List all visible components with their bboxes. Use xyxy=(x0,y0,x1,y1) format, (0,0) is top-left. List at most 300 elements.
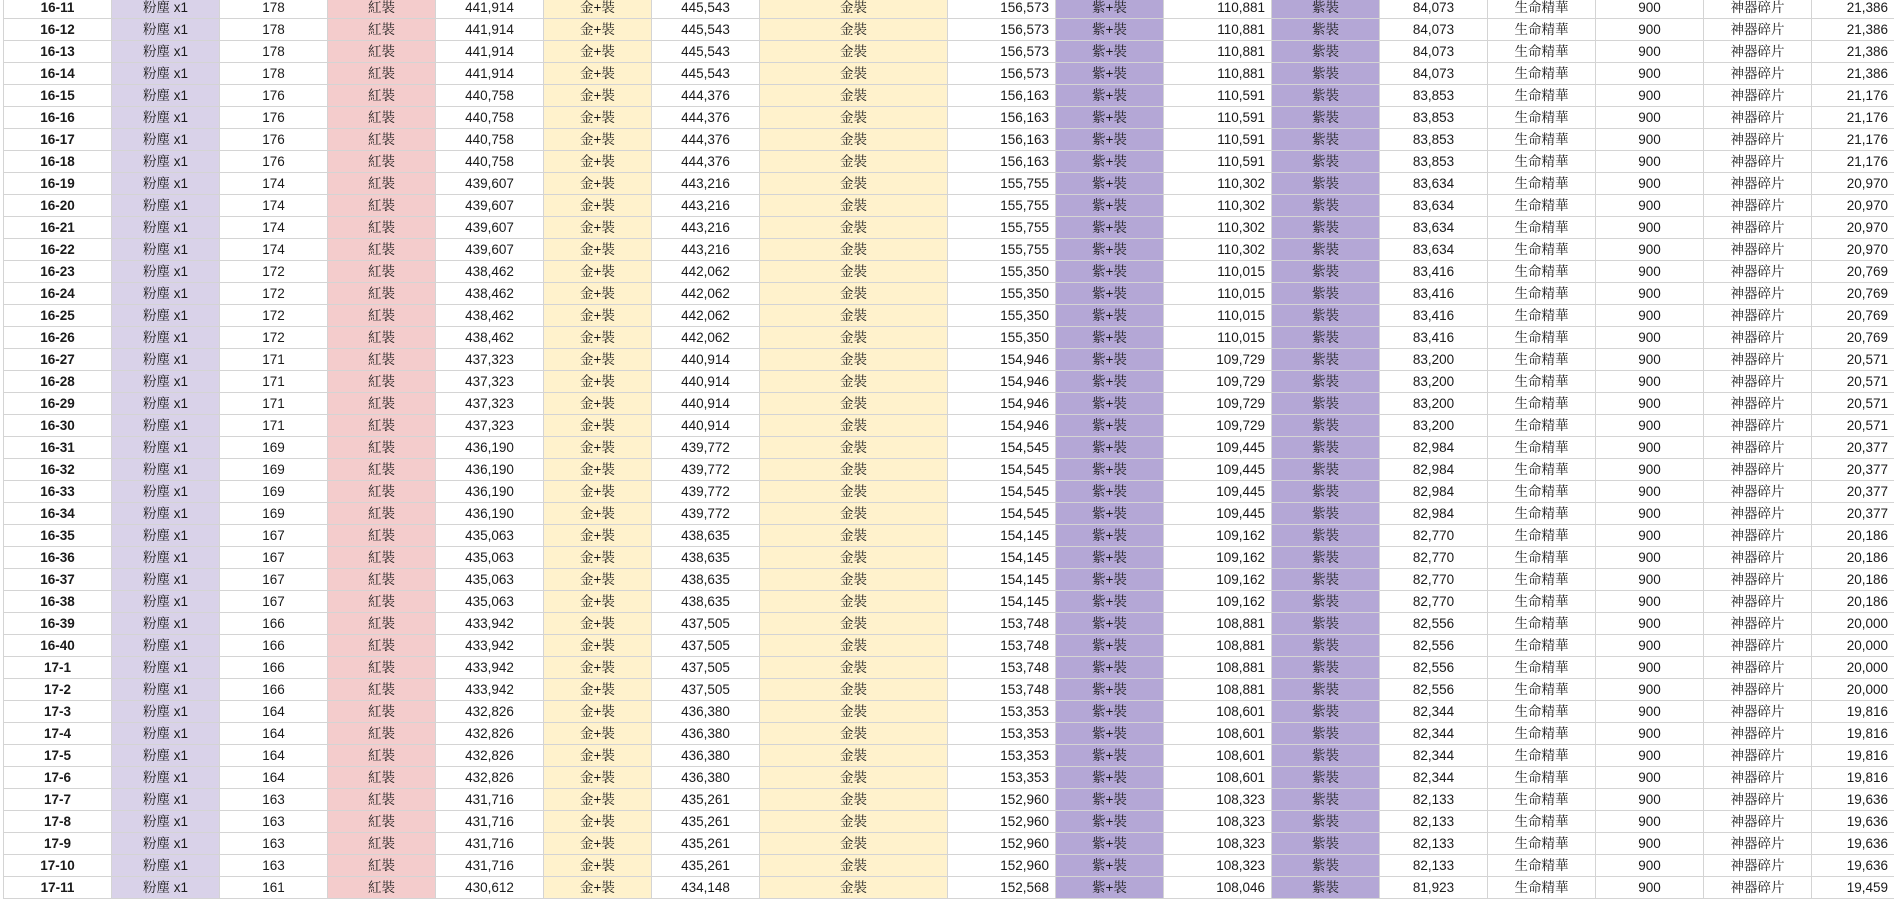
red-gear-value-cell[interactable]: 432,826 xyxy=(436,767,544,789)
dust-reward-cell[interactable]: 粉塵 x1 xyxy=(112,349,220,371)
dust-reward-cell[interactable]: 粉塵 x1 xyxy=(112,371,220,393)
red-gear-value-cell[interactable]: 438,462 xyxy=(436,327,544,349)
dust-amount-cell[interactable]: 163 xyxy=(220,789,328,811)
purple-plus-gear-label-cell[interactable]: 紫+裝 xyxy=(1056,745,1164,767)
gold-gear-value-cell[interactable]: 155,350 xyxy=(948,305,1056,327)
red-gear-value-cell[interactable]: 440,758 xyxy=(436,151,544,173)
purple-plus-gear-label-cell[interactable]: 紫+裝 xyxy=(1056,415,1164,437)
red-gear-value-cell[interactable]: 431,716 xyxy=(436,833,544,855)
dust-amount-cell[interactable]: 167 xyxy=(220,525,328,547)
artifact-shard-value-cell[interactable]: 19,816 xyxy=(1812,767,1894,789)
gold-plus-gear-label-cell[interactable]: 金+裝 xyxy=(544,767,652,789)
purple-gear-value-cell[interactable]: 82,133 xyxy=(1380,855,1488,877)
artifact-shard-label-cell[interactable]: 神器碎片 xyxy=(1704,173,1812,195)
gold-gear-label-cell[interactable]: 金裝 xyxy=(760,415,948,437)
gold-plus-gear-label-cell[interactable]: 金+裝 xyxy=(544,811,652,833)
life-essence-label-cell[interactable]: 生命精華 xyxy=(1488,305,1596,327)
purple-plus-gear-label-cell[interactable]: 紫+裝 xyxy=(1056,173,1164,195)
red-gear-label-cell[interactable]: 紅裝 xyxy=(328,525,436,547)
purple-plus-gear-label-cell[interactable]: 紫+裝 xyxy=(1056,261,1164,283)
purple-plus-gear-value-cell[interactable]: 109,445 xyxy=(1164,503,1272,525)
dust-reward-cell[interactable]: 粉塵 x1 xyxy=(112,327,220,349)
artifact-shard-label-cell[interactable]: 神器碎片 xyxy=(1704,129,1812,151)
red-gear-label-cell[interactable]: 紅裝 xyxy=(328,283,436,305)
life-essence-value-cell[interactable]: 900 xyxy=(1596,657,1704,679)
life-essence-label-cell[interactable]: 生命精華 xyxy=(1488,371,1596,393)
gold-gear-label-cell[interactable]: 金裝 xyxy=(760,833,948,855)
life-essence-label-cell[interactable]: 生命精華 xyxy=(1488,239,1596,261)
gold-gear-value-cell[interactable]: 154,145 xyxy=(948,547,1056,569)
red-gear-label-cell[interactable]: 紅裝 xyxy=(328,217,436,239)
gold-plus-gear-label-cell[interactable]: 金+裝 xyxy=(544,85,652,107)
purple-plus-gear-label-cell[interactable]: 紫+裝 xyxy=(1056,547,1164,569)
gold-plus-gear-value-cell[interactable]: 442,062 xyxy=(652,283,760,305)
purple-plus-gear-value-cell[interactable]: 110,015 xyxy=(1164,305,1272,327)
artifact-shard-value-cell[interactable]: 19,636 xyxy=(1812,789,1894,811)
red-gear-label-cell[interactable]: 紅裝 xyxy=(328,459,436,481)
dust-amount-cell[interactable]: 171 xyxy=(220,349,328,371)
purple-gear-label-cell[interactable]: 紫裝 xyxy=(1272,151,1380,173)
dust-amount-cell[interactable]: 167 xyxy=(220,547,328,569)
purple-gear-label-cell[interactable]: 紫裝 xyxy=(1272,591,1380,613)
purple-gear-label-cell[interactable]: 紫裝 xyxy=(1272,503,1380,525)
purple-plus-gear-value-cell[interactable]: 108,046 xyxy=(1164,877,1272,899)
life-essence-value-cell[interactable]: 900 xyxy=(1596,877,1704,899)
purple-plus-gear-label-cell[interactable]: 紫+裝 xyxy=(1056,657,1164,679)
red-gear-label-cell[interactable]: 紅裝 xyxy=(328,657,436,679)
gold-gear-label-cell[interactable]: 金裝 xyxy=(760,547,948,569)
gold-gear-value-cell[interactable]: 156,163 xyxy=(948,129,1056,151)
gold-gear-value-cell[interactable]: 154,946 xyxy=(948,349,1056,371)
artifact-shard-value-cell[interactable]: 21,386 xyxy=(1812,41,1894,63)
purple-gear-value-cell[interactable]: 83,634 xyxy=(1380,173,1488,195)
red-gear-label-cell[interactable]: 紅裝 xyxy=(328,635,436,657)
gold-plus-gear-value-cell[interactable]: 435,261 xyxy=(652,833,760,855)
purple-gear-value-cell[interactable]: 83,634 xyxy=(1380,239,1488,261)
gold-plus-gear-label-cell[interactable]: 金+裝 xyxy=(544,283,652,305)
purple-gear-label-cell[interactable]: 紫裝 xyxy=(1272,525,1380,547)
gold-gear-label-cell[interactable]: 金裝 xyxy=(760,261,948,283)
artifact-shard-value-cell[interactable]: 20,769 xyxy=(1812,305,1894,327)
red-gear-value-cell[interactable]: 437,323 xyxy=(436,393,544,415)
gold-gear-value-cell[interactable]: 152,960 xyxy=(948,833,1056,855)
gold-plus-gear-label-cell[interactable]: 金+裝 xyxy=(544,261,652,283)
life-essence-label-cell[interactable]: 生命精華 xyxy=(1488,217,1596,239)
life-essence-value-cell[interactable]: 900 xyxy=(1596,459,1704,481)
dust-reward-cell[interactable]: 粉塵 x1 xyxy=(112,547,220,569)
red-gear-label-cell[interactable]: 紅裝 xyxy=(328,613,436,635)
gold-plus-gear-label-cell[interactable]: 金+裝 xyxy=(544,327,652,349)
gold-gear-value-cell[interactable]: 152,960 xyxy=(948,789,1056,811)
artifact-shard-value-cell[interactable]: 20,571 xyxy=(1812,415,1894,437)
red-gear-label-cell[interactable]: 紅裝 xyxy=(328,503,436,525)
purple-gear-label-cell[interactable]: 紫裝 xyxy=(1272,349,1380,371)
artifact-shard-value-cell[interactable]: 20,000 xyxy=(1812,635,1894,657)
dust-reward-cell[interactable]: 粉塵 x1 xyxy=(112,0,220,19)
dust-reward-cell[interactable]: 粉塵 x1 xyxy=(112,701,220,723)
stage-id-cell[interactable]: 16-32 xyxy=(4,459,112,481)
purple-plus-gear-value-cell[interactable]: 110,881 xyxy=(1164,63,1272,85)
red-gear-label-cell[interactable]: 紅裝 xyxy=(328,63,436,85)
artifact-shard-label-cell[interactable]: 神器碎片 xyxy=(1704,371,1812,393)
life-essence-label-cell[interactable]: 生命精華 xyxy=(1488,723,1596,745)
gold-plus-gear-value-cell[interactable]: 436,380 xyxy=(652,745,760,767)
dust-reward-cell[interactable]: 粉塵 x1 xyxy=(112,415,220,437)
red-gear-value-cell[interactable]: 436,190 xyxy=(436,437,544,459)
red-gear-value-cell[interactable]: 436,190 xyxy=(436,459,544,481)
life-essence-label-cell[interactable]: 生命精華 xyxy=(1488,415,1596,437)
gold-plus-gear-label-cell[interactable]: 金+裝 xyxy=(544,855,652,877)
gold-plus-gear-value-cell[interactable]: 435,261 xyxy=(652,855,760,877)
dust-reward-cell[interactable]: 粉塵 x1 xyxy=(112,437,220,459)
dust-amount-cell[interactable]: 166 xyxy=(220,613,328,635)
life-essence-label-cell[interactable]: 生命精華 xyxy=(1488,877,1596,899)
life-essence-value-cell[interactable]: 900 xyxy=(1596,41,1704,63)
purple-gear-value-cell[interactable]: 82,984 xyxy=(1380,503,1488,525)
dust-reward-cell[interactable]: 粉塵 x1 xyxy=(112,217,220,239)
purple-plus-gear-value-cell[interactable]: 108,601 xyxy=(1164,723,1272,745)
stage-id-cell[interactable]: 16-37 xyxy=(4,569,112,591)
gold-gear-label-cell[interactable]: 金裝 xyxy=(760,723,948,745)
purple-plus-gear-value-cell[interactable]: 110,591 xyxy=(1164,85,1272,107)
dust-reward-cell[interactable]: 粉塵 x1 xyxy=(112,591,220,613)
gold-gear-label-cell[interactable]: 金裝 xyxy=(760,305,948,327)
life-essence-value-cell[interactable]: 900 xyxy=(1596,701,1704,723)
purple-gear-value-cell[interactable]: 84,073 xyxy=(1380,0,1488,19)
gold-plus-gear-value-cell[interactable]: 443,216 xyxy=(652,217,760,239)
gold-gear-label-cell[interactable]: 金裝 xyxy=(760,679,948,701)
gold-plus-gear-value-cell[interactable]: 437,505 xyxy=(652,613,760,635)
artifact-shard-label-cell[interactable]: 神器碎片 xyxy=(1704,811,1812,833)
red-gear-value-cell[interactable]: 439,607 xyxy=(436,195,544,217)
gold-gear-value-cell[interactable]: 154,145 xyxy=(948,525,1056,547)
purple-plus-gear-label-cell[interactable]: 紫+裝 xyxy=(1056,833,1164,855)
artifact-shard-label-cell[interactable]: 神器碎片 xyxy=(1704,107,1812,129)
dust-reward-cell[interactable]: 粉塵 x1 xyxy=(112,85,220,107)
artifact-shard-value-cell[interactable]: 20,769 xyxy=(1812,261,1894,283)
purple-plus-gear-value-cell[interactable]: 110,591 xyxy=(1164,151,1272,173)
life-essence-label-cell[interactable]: 生命精華 xyxy=(1488,481,1596,503)
purple-plus-gear-value-cell[interactable]: 108,601 xyxy=(1164,745,1272,767)
artifact-shard-label-cell[interactable]: 神器碎片 xyxy=(1704,195,1812,217)
gold-plus-gear-label-cell[interactable]: 金+裝 xyxy=(544,393,652,415)
gold-gear-label-cell[interactable]: 金裝 xyxy=(760,349,948,371)
red-gear-value-cell[interactable]: 441,914 xyxy=(436,19,544,41)
dust-reward-cell[interactable]: 粉塵 x1 xyxy=(112,305,220,327)
dust-reward-cell[interactable]: 粉塵 x1 xyxy=(112,811,220,833)
gold-plus-gear-label-cell[interactable]: 金+裝 xyxy=(544,481,652,503)
gold-plus-gear-value-cell[interactable]: 444,376 xyxy=(652,129,760,151)
artifact-shard-label-cell[interactable]: 神器碎片 xyxy=(1704,305,1812,327)
purple-gear-value-cell[interactable]: 82,133 xyxy=(1380,789,1488,811)
gold-gear-value-cell[interactable]: 156,573 xyxy=(948,41,1056,63)
gold-gear-value-cell[interactable]: 152,960 xyxy=(948,811,1056,833)
artifact-shard-label-cell[interactable]: 神器碎片 xyxy=(1704,19,1812,41)
purple-gear-label-cell[interactable]: 紫裝 xyxy=(1272,877,1380,899)
dust-amount-cell[interactable]: 164 xyxy=(220,767,328,789)
red-gear-label-cell[interactable]: 紅裝 xyxy=(328,107,436,129)
purple-plus-gear-label-cell[interactable]: 紫+裝 xyxy=(1056,701,1164,723)
dust-reward-cell[interactable]: 粉塵 x1 xyxy=(112,679,220,701)
gold-gear-label-cell[interactable]: 金裝 xyxy=(760,701,948,723)
gold-gear-value-cell[interactable]: 154,545 xyxy=(948,481,1056,503)
artifact-shard-value-cell[interactable]: 20,377 xyxy=(1812,503,1894,525)
purple-gear-label-cell[interactable]: 紫裝 xyxy=(1272,305,1380,327)
gold-gear-label-cell[interactable]: 金裝 xyxy=(760,173,948,195)
stage-id-cell[interactable]: 16-26 xyxy=(4,327,112,349)
purple-plus-gear-label-cell[interactable]: 紫+裝 xyxy=(1056,525,1164,547)
red-gear-value-cell[interactable]: 435,063 xyxy=(436,547,544,569)
gold-plus-gear-value-cell[interactable]: 445,543 xyxy=(652,41,760,63)
gold-gear-label-cell[interactable]: 金裝 xyxy=(760,217,948,239)
red-gear-value-cell[interactable]: 432,826 xyxy=(436,745,544,767)
gold-plus-gear-value-cell[interactable]: 443,216 xyxy=(652,195,760,217)
purple-gear-value-cell[interactable]: 83,416 xyxy=(1380,305,1488,327)
artifact-shard-value-cell[interactable]: 20,970 xyxy=(1812,195,1894,217)
life-essence-value-cell[interactable]: 900 xyxy=(1596,789,1704,811)
purple-plus-gear-value-cell[interactable]: 109,162 xyxy=(1164,591,1272,613)
artifact-shard-label-cell[interactable]: 神器碎片 xyxy=(1704,239,1812,261)
red-gear-value-cell[interactable]: 431,716 xyxy=(436,789,544,811)
red-gear-label-cell[interactable]: 紅裝 xyxy=(328,19,436,41)
gold-gear-label-cell[interactable]: 金裝 xyxy=(760,41,948,63)
gold-plus-gear-label-cell[interactable]: 金+裝 xyxy=(544,745,652,767)
purple-gear-label-cell[interactable]: 紫裝 xyxy=(1272,129,1380,151)
gold-plus-gear-label-cell[interactable]: 金+裝 xyxy=(544,525,652,547)
stage-id-cell[interactable]: 17-6 xyxy=(4,767,112,789)
purple-gear-value-cell[interactable]: 82,984 xyxy=(1380,459,1488,481)
dust-amount-cell[interactable]: 174 xyxy=(220,173,328,195)
red-gear-label-cell[interactable]: 紅裝 xyxy=(328,679,436,701)
purple-plus-gear-value-cell[interactable]: 109,729 xyxy=(1164,393,1272,415)
dust-reward-cell[interactable]: 粉塵 x1 xyxy=(112,481,220,503)
stage-id-cell[interactable]: 17-2 xyxy=(4,679,112,701)
gold-plus-gear-value-cell[interactable]: 439,772 xyxy=(652,459,760,481)
stage-id-cell[interactable]: 16-23 xyxy=(4,261,112,283)
dust-reward-cell[interactable]: 粉塵 x1 xyxy=(112,503,220,525)
life-essence-value-cell[interactable]: 900 xyxy=(1596,503,1704,525)
purple-gear-value-cell[interactable]: 82,984 xyxy=(1380,437,1488,459)
artifact-shard-label-cell[interactable]: 神器碎片 xyxy=(1704,745,1812,767)
gold-gear-label-cell[interactable]: 金裝 xyxy=(760,19,948,41)
gold-gear-value-cell[interactable]: 154,946 xyxy=(948,393,1056,415)
stage-id-cell[interactable]: 16-39 xyxy=(4,613,112,635)
dust-reward-cell[interactable]: 粉塵 x1 xyxy=(112,723,220,745)
purple-plus-gear-label-cell[interactable]: 紫+裝 xyxy=(1056,129,1164,151)
purple-gear-value-cell[interactable]: 82,556 xyxy=(1380,613,1488,635)
life-essence-label-cell[interactable]: 生命精華 xyxy=(1488,437,1596,459)
gold-plus-gear-value-cell[interactable]: 443,216 xyxy=(652,239,760,261)
dust-amount-cell[interactable]: 172 xyxy=(220,261,328,283)
artifact-shard-label-cell[interactable]: 神器碎片 xyxy=(1704,481,1812,503)
purple-plus-gear-value-cell[interactable]: 109,445 xyxy=(1164,481,1272,503)
artifact-shard-label-cell[interactable]: 神器碎片 xyxy=(1704,613,1812,635)
life-essence-value-cell[interactable]: 900 xyxy=(1596,217,1704,239)
purple-plus-gear-label-cell[interactable]: 紫+裝 xyxy=(1056,283,1164,305)
life-essence-label-cell[interactable]: 生命精華 xyxy=(1488,767,1596,789)
dust-reward-cell[interactable]: 粉塵 x1 xyxy=(112,239,220,261)
gold-plus-gear-value-cell[interactable]: 434,148 xyxy=(652,877,760,899)
red-gear-value-cell[interactable]: 431,716 xyxy=(436,811,544,833)
purple-gear-value-cell[interactable]: 84,073 xyxy=(1380,19,1488,41)
purple-plus-gear-label-cell[interactable]: 紫+裝 xyxy=(1056,855,1164,877)
artifact-shard-value-cell[interactable]: 21,176 xyxy=(1812,151,1894,173)
purple-plus-gear-label-cell[interactable]: 紫+裝 xyxy=(1056,635,1164,657)
gold-gear-value-cell[interactable]: 155,755 xyxy=(948,173,1056,195)
gold-plus-gear-value-cell[interactable]: 444,376 xyxy=(652,107,760,129)
gold-plus-gear-value-cell[interactable]: 442,062 xyxy=(652,327,760,349)
gold-plus-gear-value-cell[interactable]: 436,380 xyxy=(652,701,760,723)
red-gear-label-cell[interactable]: 紅裝 xyxy=(328,0,436,19)
artifact-shard-label-cell[interactable]: 神器碎片 xyxy=(1704,261,1812,283)
gold-gear-value-cell[interactable]: 156,163 xyxy=(948,151,1056,173)
life-essence-label-cell[interactable]: 生命精華 xyxy=(1488,613,1596,635)
gold-gear-value-cell[interactable]: 156,573 xyxy=(948,19,1056,41)
gold-gear-value-cell[interactable]: 154,946 xyxy=(948,415,1056,437)
gold-plus-gear-value-cell[interactable]: 442,062 xyxy=(652,261,760,283)
artifact-shard-label-cell[interactable]: 神器碎片 xyxy=(1704,635,1812,657)
life-essence-value-cell[interactable]: 900 xyxy=(1596,481,1704,503)
gold-plus-gear-label-cell[interactable]: 金+裝 xyxy=(544,569,652,591)
red-gear-value-cell[interactable]: 439,607 xyxy=(436,217,544,239)
gold-plus-gear-value-cell[interactable]: 436,380 xyxy=(652,723,760,745)
life-essence-label-cell[interactable]: 生命精華 xyxy=(1488,107,1596,129)
stage-id-cell[interactable]: 16-21 xyxy=(4,217,112,239)
stage-id-cell[interactable]: 16-20 xyxy=(4,195,112,217)
artifact-shard-value-cell[interactable]: 21,176 xyxy=(1812,107,1894,129)
dust-amount-cell[interactable]: 169 xyxy=(220,459,328,481)
artifact-shard-label-cell[interactable]: 神器碎片 xyxy=(1704,327,1812,349)
dust-reward-cell[interactable]: 粉塵 x1 xyxy=(112,173,220,195)
gold-gear-value-cell[interactable]: 156,163 xyxy=(948,107,1056,129)
gold-plus-gear-label-cell[interactable]: 金+裝 xyxy=(544,41,652,63)
life-essence-value-cell[interactable]: 900 xyxy=(1596,349,1704,371)
gold-gear-label-cell[interactable]: 金裝 xyxy=(760,635,948,657)
dust-amount-cell[interactable]: 171 xyxy=(220,371,328,393)
purple-plus-gear-label-cell[interactable]: 紫+裝 xyxy=(1056,877,1164,899)
artifact-shard-value-cell[interactable]: 20,571 xyxy=(1812,371,1894,393)
artifact-shard-value-cell[interactable]: 21,386 xyxy=(1812,19,1894,41)
life-essence-value-cell[interactable]: 900 xyxy=(1596,261,1704,283)
purple-gear-value-cell[interactable]: 83,200 xyxy=(1380,393,1488,415)
life-essence-label-cell[interactable]: 生命精華 xyxy=(1488,151,1596,173)
red-gear-label-cell[interactable]: 紅裝 xyxy=(328,833,436,855)
purple-gear-label-cell[interactable]: 紫裝 xyxy=(1272,283,1380,305)
life-essence-value-cell[interactable]: 900 xyxy=(1596,19,1704,41)
red-gear-label-cell[interactable]: 紅裝 xyxy=(328,41,436,63)
purple-gear-value-cell[interactable]: 82,344 xyxy=(1380,745,1488,767)
purple-gear-value-cell[interactable]: 82,770 xyxy=(1380,525,1488,547)
gold-gear-label-cell[interactable]: 金裝 xyxy=(760,613,948,635)
purple-plus-gear-value-cell[interactable]: 108,323 xyxy=(1164,855,1272,877)
gold-plus-gear-label-cell[interactable]: 金+裝 xyxy=(544,371,652,393)
gold-plus-gear-label-cell[interactable]: 金+裝 xyxy=(544,503,652,525)
dust-reward-cell[interactable]: 粉塵 x1 xyxy=(112,41,220,63)
gold-plus-gear-value-cell[interactable]: 440,914 xyxy=(652,371,760,393)
artifact-shard-value-cell[interactable]: 20,186 xyxy=(1812,591,1894,613)
purple-gear-label-cell[interactable]: 紫裝 xyxy=(1272,107,1380,129)
dust-amount-cell[interactable]: 171 xyxy=(220,415,328,437)
red-gear-value-cell[interactable]: 435,063 xyxy=(436,569,544,591)
purple-gear-label-cell[interactable]: 紫裝 xyxy=(1272,415,1380,437)
red-gear-label-cell[interactable]: 紅裝 xyxy=(328,877,436,899)
purple-gear-value-cell[interactable]: 83,853 xyxy=(1380,85,1488,107)
artifact-shard-label-cell[interactable]: 神器碎片 xyxy=(1704,41,1812,63)
red-gear-label-cell[interactable]: 紅裝 xyxy=(328,481,436,503)
life-essence-value-cell[interactable]: 900 xyxy=(1596,371,1704,393)
dust-amount-cell[interactable]: 172 xyxy=(220,327,328,349)
dust-reward-cell[interactable]: 粉塵 x1 xyxy=(112,613,220,635)
gold-plus-gear-label-cell[interactable]: 金+裝 xyxy=(544,701,652,723)
artifact-shard-value-cell[interactable]: 21,386 xyxy=(1812,63,1894,85)
gold-gear-label-cell[interactable]: 金裝 xyxy=(760,195,948,217)
purple-gear-value-cell[interactable]: 83,853 xyxy=(1380,107,1488,129)
purple-gear-value-cell[interactable]: 82,344 xyxy=(1380,767,1488,789)
gold-gear-value-cell[interactable]: 154,145 xyxy=(948,569,1056,591)
purple-gear-label-cell[interactable]: 紫裝 xyxy=(1272,239,1380,261)
life-essence-label-cell[interactable]: 生命精華 xyxy=(1488,591,1596,613)
gold-gear-value-cell[interactable]: 154,545 xyxy=(948,437,1056,459)
gold-gear-value-cell[interactable]: 156,573 xyxy=(948,63,1056,85)
life-essence-label-cell[interactable]: 生命精華 xyxy=(1488,701,1596,723)
gold-plus-gear-label-cell[interactable]: 金+裝 xyxy=(544,107,652,129)
purple-gear-value-cell[interactable]: 83,416 xyxy=(1380,327,1488,349)
red-gear-value-cell[interactable]: 435,063 xyxy=(436,525,544,547)
purple-gear-label-cell[interactable]: 紫裝 xyxy=(1272,855,1380,877)
artifact-shard-value-cell[interactable]: 20,769 xyxy=(1812,283,1894,305)
life-essence-value-cell[interactable]: 900 xyxy=(1596,195,1704,217)
dust-reward-cell[interactable]: 粉塵 x1 xyxy=(112,459,220,481)
gold-plus-gear-value-cell[interactable]: 439,772 xyxy=(652,503,760,525)
gold-gear-value-cell[interactable]: 153,748 xyxy=(948,657,1056,679)
purple-plus-gear-value-cell[interactable]: 109,729 xyxy=(1164,415,1272,437)
artifact-shard-label-cell[interactable]: 神器碎片 xyxy=(1704,349,1812,371)
purple-plus-gear-value-cell[interactable]: 108,881 xyxy=(1164,657,1272,679)
gold-plus-gear-label-cell[interactable]: 金+裝 xyxy=(544,723,652,745)
purple-plus-gear-value-cell[interactable]: 108,323 xyxy=(1164,789,1272,811)
artifact-shard-label-cell[interactable]: 神器碎片 xyxy=(1704,85,1812,107)
stage-id-cell[interactable]: 16-18 xyxy=(4,151,112,173)
red-gear-label-cell[interactable]: 紅裝 xyxy=(328,393,436,415)
stage-id-cell[interactable]: 16-28 xyxy=(4,371,112,393)
purple-gear-label-cell[interactable]: 紫裝 xyxy=(1272,327,1380,349)
life-essence-label-cell[interactable]: 生命精華 xyxy=(1488,635,1596,657)
life-essence-value-cell[interactable]: 900 xyxy=(1596,393,1704,415)
purple-gear-label-cell[interactable]: 紫裝 xyxy=(1272,261,1380,283)
purple-gear-value-cell[interactable]: 82,133 xyxy=(1380,833,1488,855)
dust-amount-cell[interactable]: 163 xyxy=(220,855,328,877)
purple-plus-gear-label-cell[interactable]: 紫+裝 xyxy=(1056,19,1164,41)
life-essence-value-cell[interactable]: 900 xyxy=(1596,811,1704,833)
life-essence-label-cell[interactable]: 生命精華 xyxy=(1488,569,1596,591)
life-essence-label-cell[interactable]: 生命精華 xyxy=(1488,459,1596,481)
gold-plus-gear-label-cell[interactable]: 金+裝 xyxy=(544,349,652,371)
purple-gear-label-cell[interactable]: 紫裝 xyxy=(1272,173,1380,195)
purple-plus-gear-label-cell[interactable]: 紫+裝 xyxy=(1056,151,1164,173)
purple-gear-value-cell[interactable]: 82,556 xyxy=(1380,635,1488,657)
dust-reward-cell[interactable]: 粉塵 x1 xyxy=(112,855,220,877)
red-gear-label-cell[interactable]: 紅裝 xyxy=(328,547,436,569)
life-essence-label-cell[interactable]: 生命精華 xyxy=(1488,657,1596,679)
purple-plus-gear-value-cell[interactable]: 109,729 xyxy=(1164,371,1272,393)
dust-reward-cell[interactable]: 粉塵 x1 xyxy=(112,63,220,85)
gold-plus-gear-value-cell[interactable]: 437,505 xyxy=(652,657,760,679)
gold-plus-gear-label-cell[interactable]: 金+裝 xyxy=(544,151,652,173)
gold-plus-gear-value-cell[interactable]: 445,543 xyxy=(652,19,760,41)
red-gear-value-cell[interactable]: 439,607 xyxy=(436,173,544,195)
purple-gear-value-cell[interactable]: 82,133 xyxy=(1380,811,1488,833)
artifact-shard-label-cell[interactable]: 神器碎片 xyxy=(1704,657,1812,679)
